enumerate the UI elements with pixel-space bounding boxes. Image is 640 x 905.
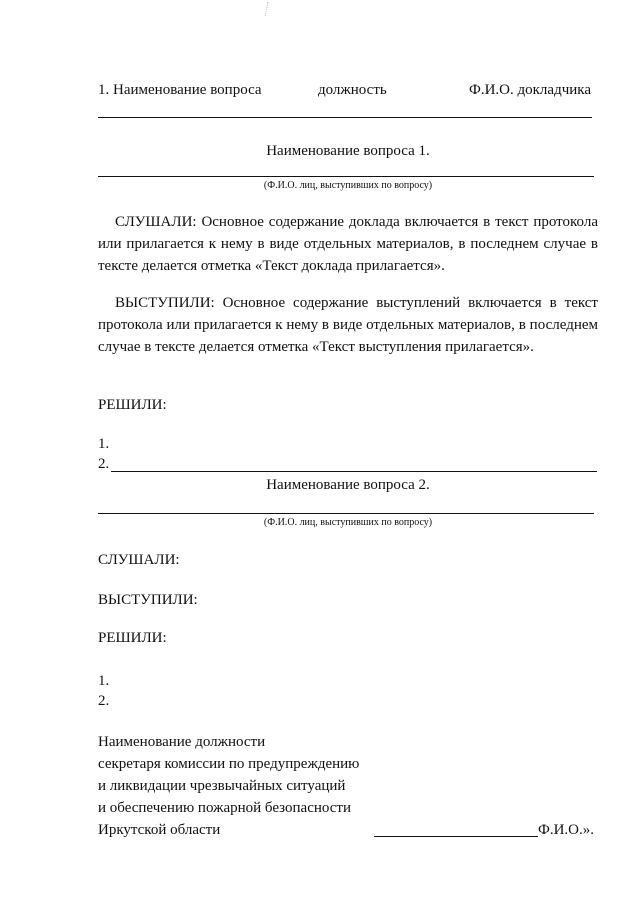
signature-position-line-1: Наименование должности xyxy=(98,734,266,750)
header-divider xyxy=(98,117,592,118)
question-1-item-2-line xyxy=(111,471,597,472)
question-1-spoke-paragraph: ВЫСТУПИЛИ: Основное содержание выступлений включается в текст протокола или прилагается к нему в виде отдельных материалов, в последнем случае в тексте делается отметка «Текст выступления прилагается». xyxy=(98,295,598,355)
signature-position-line-4: и обеспечению пожарной безопасности xyxy=(98,800,352,816)
signature-line xyxy=(374,836,538,837)
signature-position-line-5: Иркутской области xyxy=(98,822,221,838)
signature-position-line-3: и ликвидации чрезвычайных ситуаций xyxy=(98,778,346,794)
question-1-speakers-caption: (Ф.И.О. лиц, выступивших по вопросу) xyxy=(263,180,433,191)
question-2-heard-label: СЛУШАЛИ: xyxy=(98,552,180,568)
question-2-speakers-line xyxy=(98,513,594,514)
question-2-item-1: 1. xyxy=(98,673,110,689)
question-1-title: Наименование вопроса 1. xyxy=(266,143,430,159)
question-1-speakers-line xyxy=(98,176,594,177)
question-2-title: Наименование вопроса 2. xyxy=(266,477,430,493)
header-question-name: 1. Наименование вопроса xyxy=(98,82,262,98)
question-1-decided-label: РЕШИЛИ: xyxy=(98,397,167,413)
question-2-decided-label: РЕШИЛИ: xyxy=(98,630,167,646)
question-1-item-2: 2. xyxy=(98,456,110,472)
question-2-speakers-caption: (Ф.И.О. лиц, выступивших по вопросу) xyxy=(263,517,433,528)
question-2-item-2: 2. xyxy=(98,693,110,709)
question-2-spoke-label: ВЫСТУПИЛИ: xyxy=(98,592,198,608)
signature-position-line-2: секретаря комиссии по предупреждению xyxy=(98,756,360,772)
header-position: должность xyxy=(318,82,387,98)
question-1-heard-paragraph: СЛУШАЛИ: Основное содержание доклада включается в текст протокола или прилагается к нему в виде отдельных материалов, в последнем случае в тексте делается отметка «Текст доклада прилагается». xyxy=(98,214,598,274)
question-1-item-1: 1. xyxy=(98,436,110,452)
scan-mark xyxy=(265,2,270,16)
header-speaker-fio: Ф.И.О. докладчика xyxy=(469,82,591,98)
signature-fio: Ф.И.О.». xyxy=(538,822,595,838)
